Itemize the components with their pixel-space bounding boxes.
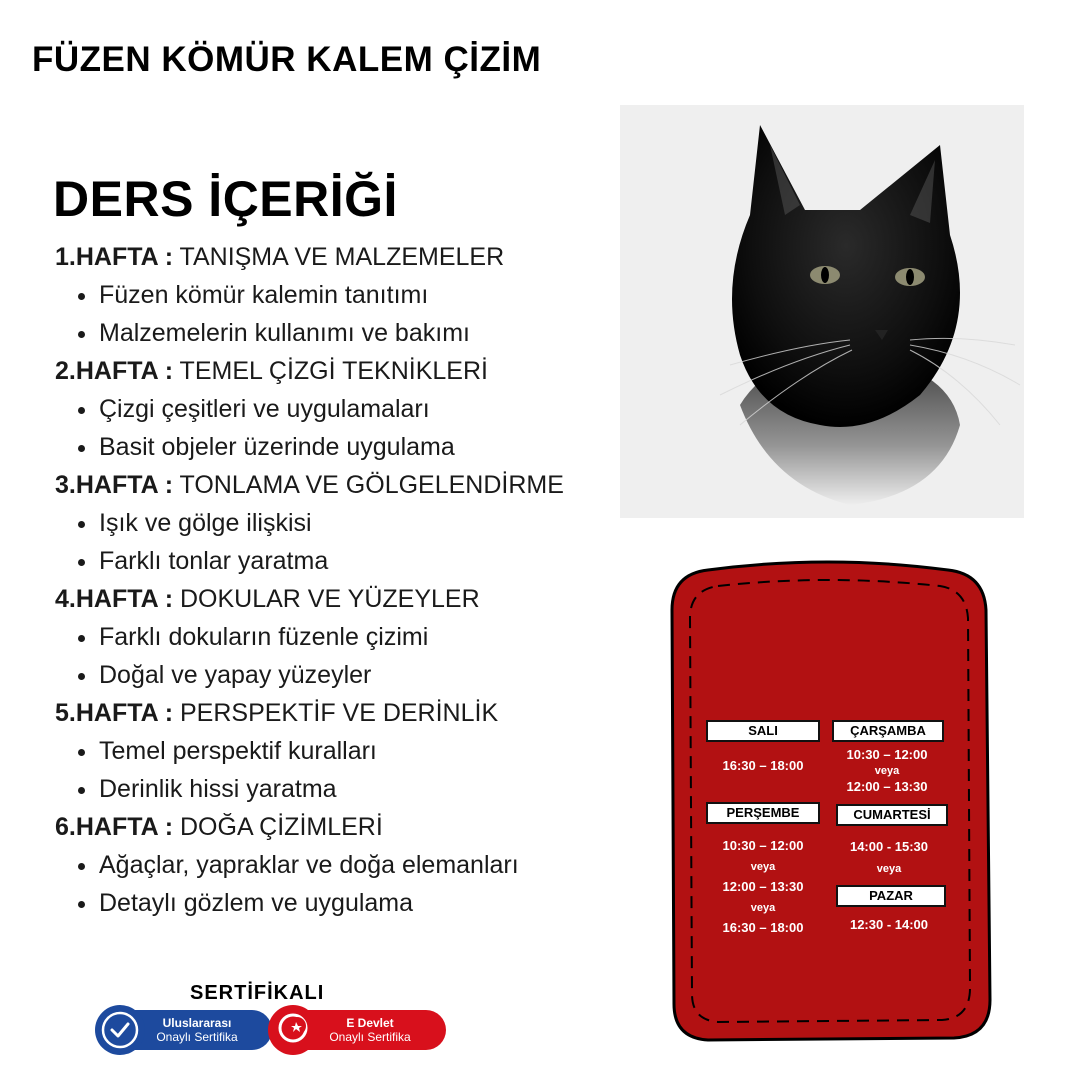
week-topic: DOKULAR VE YÜZEYLER — [180, 585, 480, 613]
time-separator: veya — [876, 863, 902, 875]
list-item: • Farklı dokuların füzenle çizimi — [99, 618, 625, 656]
week-topic: DOĞA ÇİZİMLERİ — [180, 813, 383, 841]
schedule-board — [668, 560, 994, 1044]
times-sali — [706, 758, 820, 774]
badge-line1: Uluslararası — [162, 1016, 232, 1030]
course-weeks — [55, 238, 625, 922]
time-slot: 12:00 – 13:30 — [722, 879, 804, 894]
week-label: 6.HAFTA : — [55, 813, 174, 841]
week-3 — [55, 466, 625, 580]
week-items — [55, 846, 625, 922]
day-label-sali: SALI — [706, 720, 820, 742]
week-items — [55, 504, 625, 580]
week-heading — [55, 808, 625, 846]
list-item: • Işık ve gölge ilişkisi — [99, 504, 625, 542]
list-item: • Derinlik hissi yaratma — [99, 770, 625, 808]
week-topic: TANIŞMA VE MALZEMELER — [179, 243, 505, 271]
week-4 — [55, 580, 625, 694]
times-persembe — [706, 836, 820, 939]
time-slot: 16:30 – 18:00 — [722, 920, 804, 935]
list-item: • Çizgi çeşitleri ve uygulamaları — [99, 390, 625, 428]
day-label-carsamba: ÇARŞAMBA — [832, 720, 944, 742]
week-heading — [55, 238, 625, 276]
week-items — [55, 276, 625, 352]
week-2 — [55, 352, 625, 466]
week-label: 3.HAFTA : — [55, 471, 174, 499]
week-6 — [55, 808, 625, 922]
time-slot: 16:30 – 18:00 — [722, 758, 804, 773]
week-label: 4.HAFTA : — [55, 585, 174, 613]
time-separator: veya — [874, 765, 900, 777]
times-carsamba — [832, 747, 942, 795]
week-heading — [55, 580, 625, 618]
week-topic: TEMEL ÇİZGİ TEKNİKLERİ — [179, 357, 488, 385]
day-label-pazar: PAZAR — [836, 885, 946, 907]
list-item: • Doğal ve yapay yüzeyler — [99, 656, 625, 694]
week-label: 2.HAFTA : — [55, 357, 174, 385]
section-title: DERS İÇERİĞİ — [53, 171, 398, 227]
list-item: • Temel perspektif kuralları — [99, 732, 625, 770]
page-title: FÜZEN KÖMÜR KALEM ÇİZİM — [32, 40, 542, 79]
badge-line2: Onaylı Sertifika — [156, 1030, 238, 1044]
check-icon — [95, 1005, 145, 1055]
week-items — [55, 618, 625, 694]
time-slot: 10:30 – 12:00 — [846, 747, 928, 762]
cat-drawing-image — [620, 105, 1024, 518]
time-separator: veya — [750, 901, 776, 914]
week-label: 5.HAFTA : — [55, 699, 174, 727]
time-slot: 12:00 – 13:30 — [846, 779, 928, 794]
week-heading — [55, 694, 625, 732]
time-separator: veya — [750, 860, 776, 873]
times-cumartesi — [832, 836, 946, 880]
day-label-cumartesi: CUMARTESİ — [836, 804, 948, 826]
week-heading — [55, 352, 625, 390]
time-slot: 10:30 – 12:00 — [722, 838, 804, 853]
list-item: • Füzen kömür kalemin tanıtımı — [99, 276, 625, 314]
list-item: • Detaylı gözlem ve uygulama — [99, 884, 625, 922]
list-item: • Farklı tonlar yaratma — [99, 542, 625, 580]
week-heading — [55, 466, 625, 504]
certification-title: SERTİFİKALI — [190, 982, 325, 1004]
time-slot: 12:30 - 14:00 — [849, 917, 929, 932]
list-item: • Ağaçlar, yapraklar ve doğa elemanları — [99, 846, 625, 884]
week-5 — [55, 694, 625, 808]
week-1 — [55, 238, 625, 352]
list-item: • Malzemelerin kullanımı ve bakımı — [99, 314, 625, 352]
times-pazar — [832, 917, 946, 933]
badge-line1: E Devlet — [346, 1016, 394, 1030]
week-topic: PERSPEKTİF VE DERİNLİK — [180, 699, 499, 727]
badge-line2: Onaylı Sertifika — [329, 1030, 411, 1044]
week-items — [55, 390, 625, 466]
list-item: • Basit objeler üzerinde uygulama — [99, 428, 625, 466]
week-label: 1.HAFTA : — [55, 243, 174, 271]
time-slot: 14:00 - 15:30 — [849, 839, 929, 854]
week-items — [55, 732, 625, 808]
week-topic: TONLAMA VE GÖLGELENDİRME — [179, 471, 564, 499]
day-label-persembe: PERŞEMBE — [706, 802, 820, 824]
edevlet-logo-icon — [268, 1005, 318, 1055]
